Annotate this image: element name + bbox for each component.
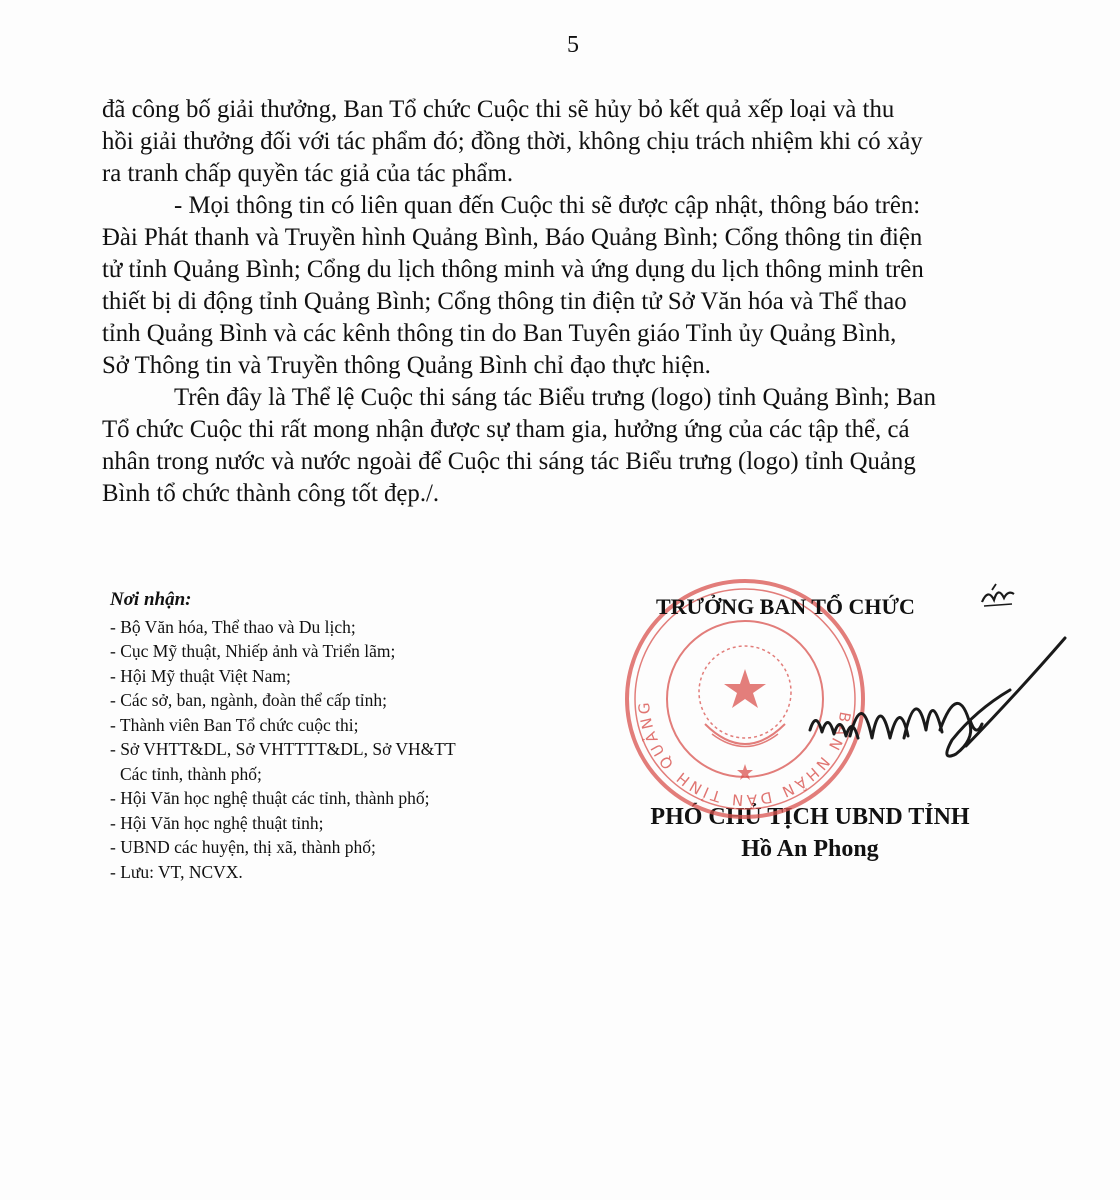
text-line: Sở Thông tin và Truyền thông Quảng Bình chỉ đạo thực hiện. — [102, 352, 711, 379]
recipient-item: - Các sở, ban, ngành, đoàn thể cấp tỉnh; — [110, 690, 388, 710]
text-line: Tổ chức Cuộc thi rất mong nhận được sự tham gia, hưởng ứng của các tập thể, cá — [102, 416, 910, 443]
signature-title: TRƯỞNG BAN TỔ CHỨC — [656, 594, 915, 619]
recipient-item: - Hội Văn học nghệ thuật các tỉnh, thành phố; — [110, 788, 430, 808]
text-line: Đài Phát thanh và Truyền hình Quảng Bình, Báo Quảng Bình; Cổng thông tin điện — [102, 224, 923, 251]
recipients-title-colon: : — [185, 589, 192, 610]
text-line: - Mọi thông tin có liên quan đến Cuộc thi sẽ được cập nhật, thông báo trên: — [174, 192, 921, 219]
handwritten-signature — [780, 620, 1070, 800]
text-line: Trên đây là Thể lệ Cuộc thi sáng tác Biểu trưng (logo) tỉnh Quảng Bình; Ban — [174, 384, 937, 411]
text-line: tử tỉnh Quảng Bình; Cổng du lịch thông minh và ứng dụng du lịch thông minh trên — [102, 256, 924, 283]
text-line: đã công bố giải thưởng, Ban Tổ chức Cuộc thi sẽ hủy bỏ kết quả xếp loại và thu — [102, 96, 895, 123]
recipients-title-text: Nơi nhận — [110, 589, 186, 610]
recipient-item-with-continuation — [110, 737, 580, 786]
recipient-item: - Hội Văn học nghệ thuật tỉnh; — [110, 812, 324, 833]
recipients-title — [110, 588, 580, 613]
paragraph-announcement-channels — [102, 190, 1052, 382]
recipient-item: - Sở VHTT&DL, Sở VHTTTT&DL, Sở VH&TT — [110, 739, 456, 759]
text-line: Bình tổ chức thành công tốt đẹp./. — [102, 480, 440, 507]
paragraph-closing — [102, 382, 1052, 510]
recipient-item: - Lưu: VT, NCVX. — [110, 861, 243, 882]
page-number: 5 — [567, 32, 579, 58]
recipient-item: - UBND các huyện, thị xã, thành phố; — [110, 837, 376, 857]
recipients-block — [110, 588, 580, 884]
text-line: thiết bị di động tỉnh Quảng Bình; Cổng thông tin điện tử Sở Văn hóa và Thể thao — [102, 288, 907, 315]
recipient-item: - Cục Mỹ thuật, Nhiếp ảnh và Triển lãm; — [110, 641, 396, 661]
signature-block — [620, 580, 1080, 920]
text-line: tỉnh Quảng Bình và các kênh thông tin do Ban Tuyên giáo Tỉnh ủy Quảng Bình, — [102, 320, 897, 347]
recipients-list — [110, 615, 580, 885]
recipient-item-continuation: Các tỉnh, thành phố; — [120, 763, 262, 784]
text-line: ra tranh chấp quyền tác giả của tác phẩm. — [102, 160, 514, 187]
document-body — [102, 94, 1052, 510]
recipient-item: - Thành viên Ban Tổ chức cuộc thi; — [110, 714, 359, 735]
initial-mark-icon — [978, 582, 1018, 610]
signer-position: PHÓ CHỦ TỊCH UBND TỈNH — [650, 804, 970, 830]
recipient-item: - Bộ Văn hóa, Thể thao và Du lịch; — [110, 616, 356, 637]
stamp-ring-text: BAN NHÂN DÂN TỈNH QUẢNG — [634, 698, 855, 810]
signer-name: Hồ An Phong — [741, 836, 879, 862]
paragraph-award-revocation — [102, 94, 1052, 190]
recipient-item: - Hội Mỹ thuật Việt Nam; — [110, 665, 291, 686]
text-line: hồi giải thưởng đối với tác phẩm đó; đồng thời, không chịu trách nhiệm khi có xảy — [102, 128, 923, 155]
text-line: nhân trong nước và nước ngoài để Cuộc thi sáng tác Biểu trưng (logo) tỉnh Quảng — [102, 448, 916, 475]
